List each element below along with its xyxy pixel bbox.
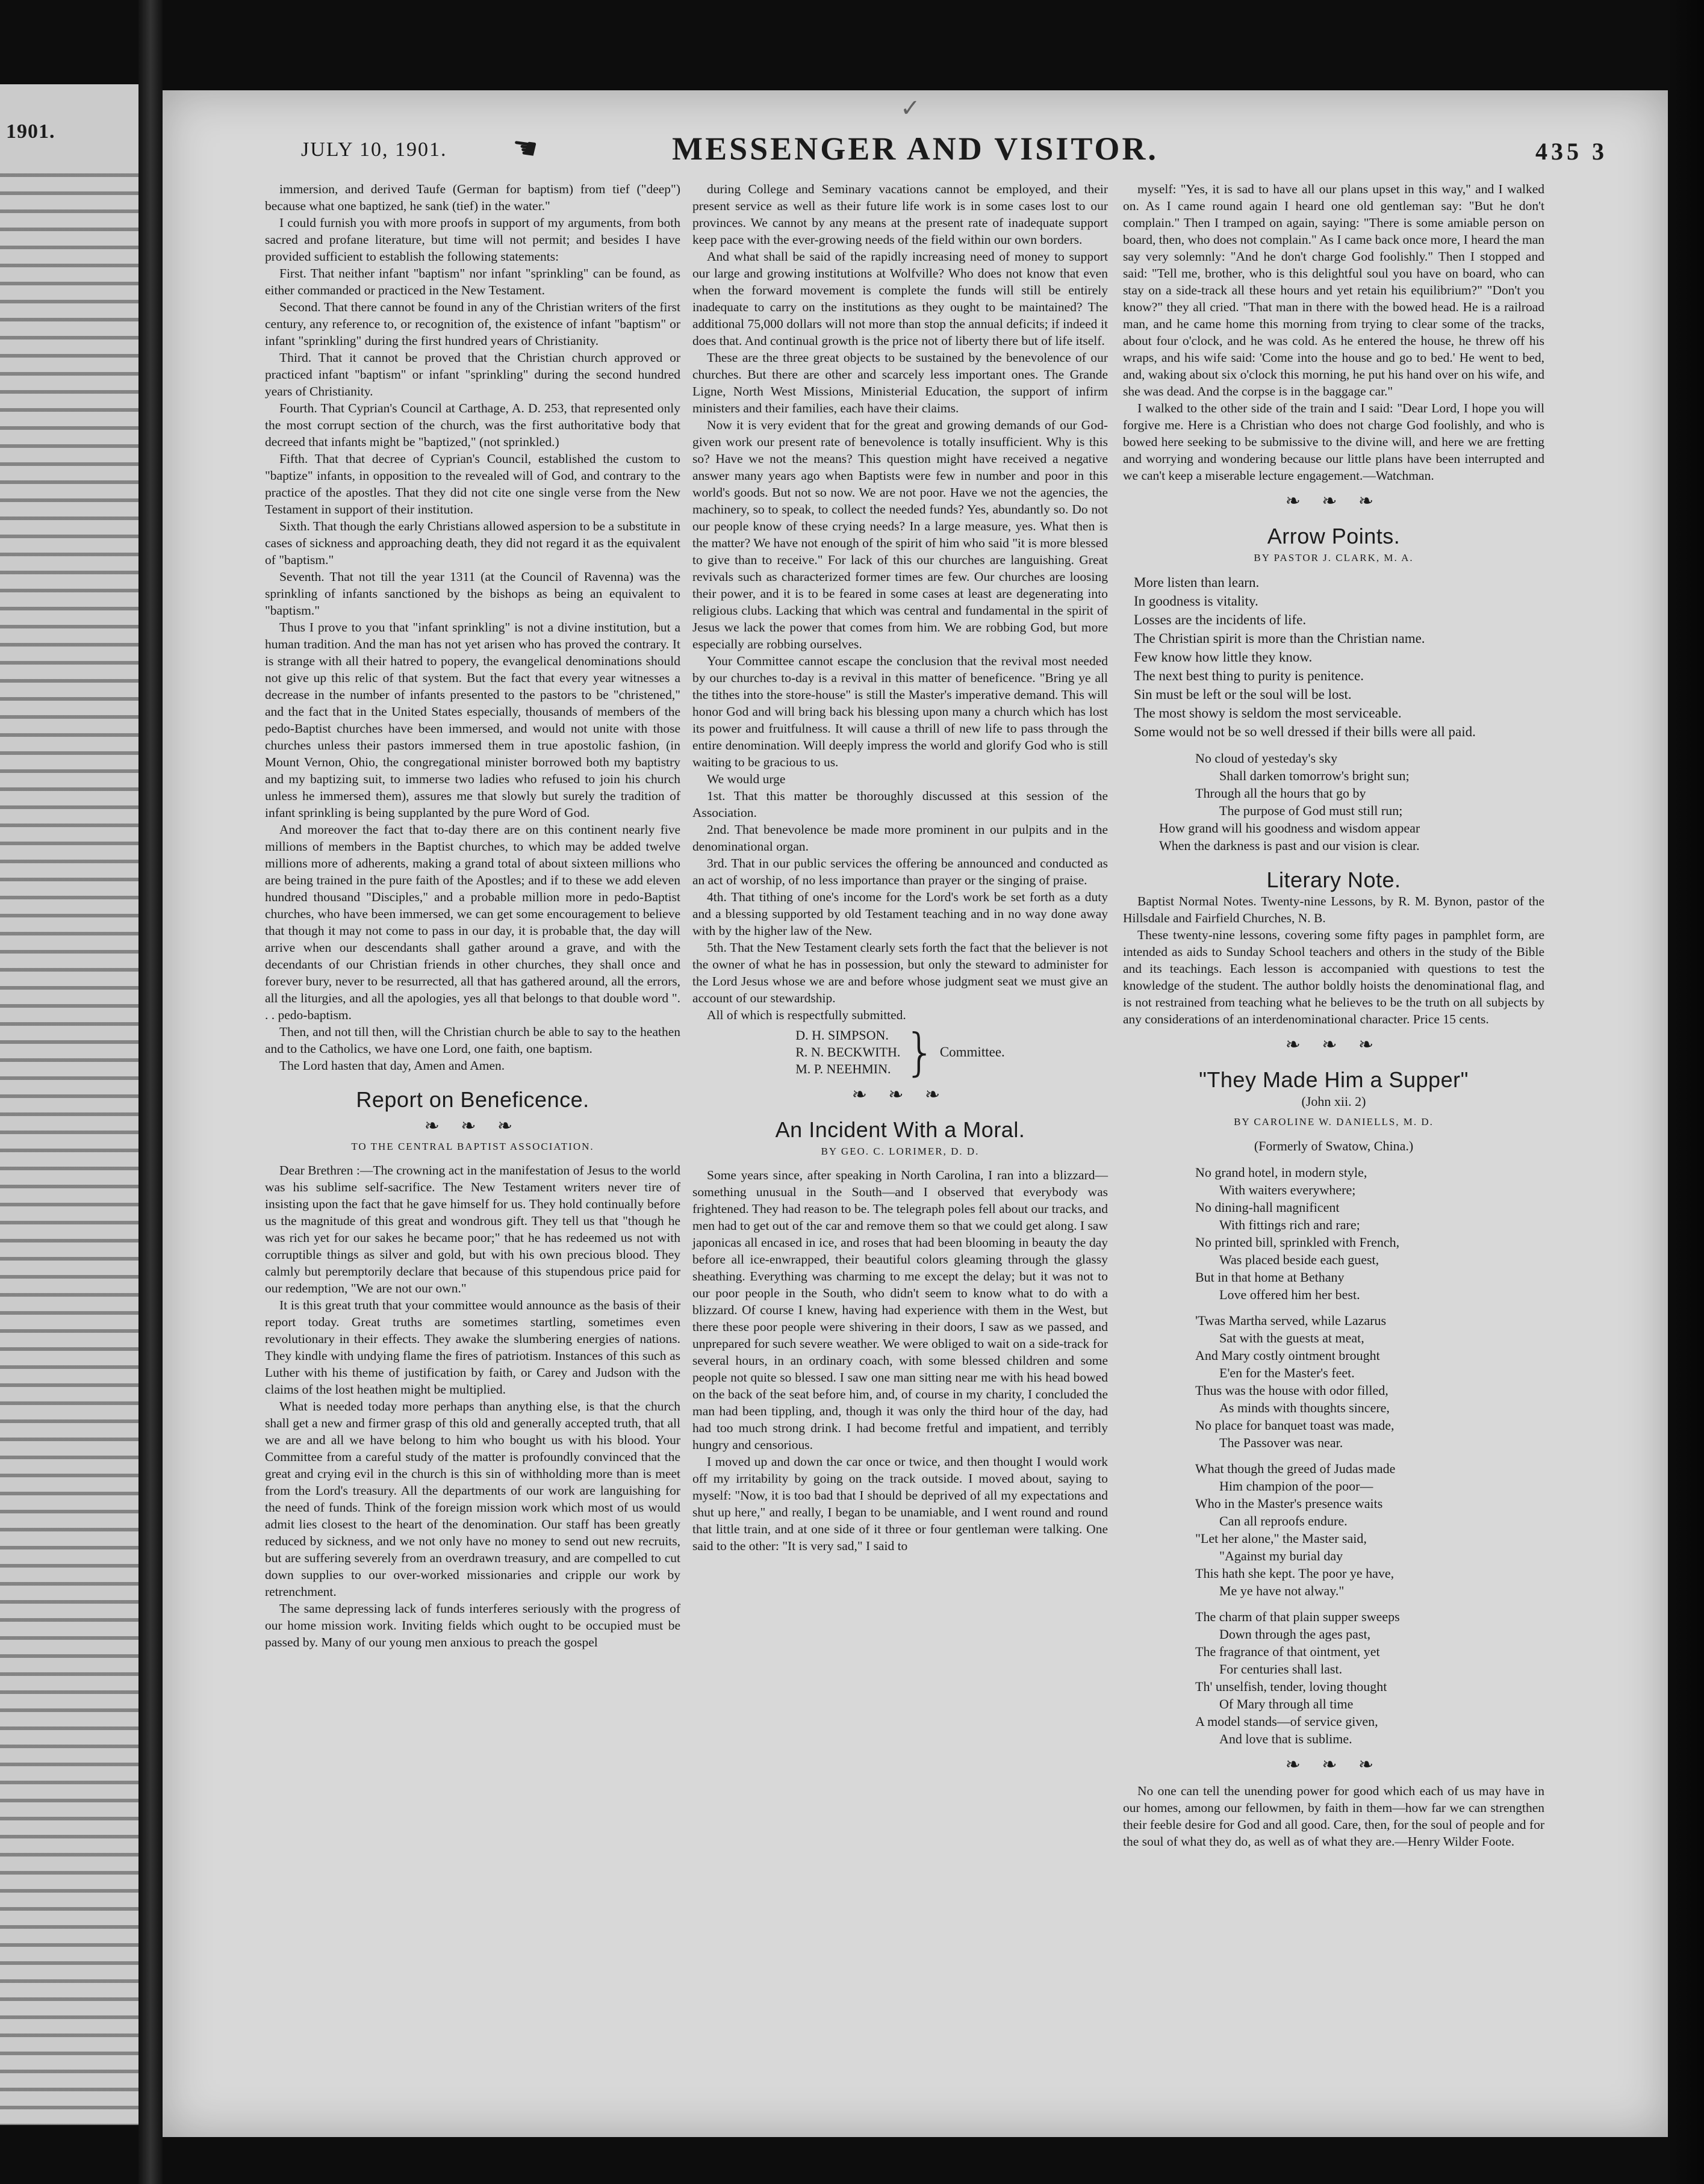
incident-body-continued [1123,181,1544,484]
verse-line: Down through the ages past, [1219,1627,1371,1642]
verse-line: E'en for the Master's feet. [1219,1365,1355,1380]
verse-line: Sat with the guests at meat, [1219,1330,1364,1345]
fleuron-icon: ❧ ❧ ❧ [424,1116,521,1136]
verse-line: "Let her alone," the Master said, [1195,1531,1367,1546]
verse-line: The Passover was near. [1219,1435,1343,1450]
committee-member: R. N. BECKWITH. [795,1044,901,1059]
paragraph: It is this great truth that your committee would announce as the basis of their report today. Great truths are sometimes startling, sometimes even revolutionary in their effects. They awake the slumbering energies of nations. They kindle with undying flame the fires of patriotism. Instances of this such as Luther with his theme of justification by faith, or Carey and Judson with the claims of the lost heathen might be multiplied. [265,1298,680,1397]
paragraph: We would urge [707,772,786,786]
verse-line: 'Twas Martha served, while Lazarus [1195,1313,1387,1328]
paragraph: 2nd. That benevolence be made more prominent in our pulpits and in the denominational organ. [692,822,1108,854]
list-item: The most showy is seldom the most serviceable. [1134,706,1402,721]
column-1 [265,181,680,1651]
verse-line: No grand hotel, in modern style, [1195,1165,1367,1180]
verse-line: When the darkness is past and our vision is clear. [1159,838,1420,853]
section-ornament [1123,1756,1544,1774]
committee-signature [692,1023,1108,1082]
verse-line: Of Mary through all time [1219,1696,1354,1711]
paragraph: These twenty-nine lessons, covering some fifty pages in pamphlet form, are intended as aids to Sunday School teachers and others in the study of the Bible and its teachings. Each lesson is accompanied with questions to test the knowledge of the student. The author boldly hoists the denominational flag, and is not restrained from teaching what he believes to be the truth on all subjects by any considerations of an interdenominational character. Price 15 cents. [1123,928,1544,1026]
verse-line: What though the greed of Judas made [1195,1461,1396,1476]
pointing-hand-icon: ☚ [509,131,540,166]
issue-date: JULY 10, 1901. [301,138,447,161]
paragraph: immersion, and derived Taufe (German for baptism) from tief ("deep") because what one baptized, he sank (tief) in the water." [265,182,680,213]
paragraph: Your Committee cannot escape the conclusion that the revival most needed by our churches to-day is a revival in this matter of beneficence. "Bring ye all the tithes into the store-house" is still the Master's imperative demand. This will honor God and will bring back his blessing upon many a church which has lost its power and fruitfulness. It will cause a thrill of new life to pass through the entire denomination. Will deeply impress the world and glorify God who is still waiting to be gracious to us. [692,654,1108,769]
list-item: Some would not be so well dressed if their bills were all paid. [1134,724,1476,739]
verse-line: With fittings rich and rare; [1219,1217,1360,1232]
baptism-article-continued [265,181,680,1074]
committee-member: D. H. SIMPSON. [795,1028,889,1043]
list-item: Sin must be left or the soul will be lost. [1134,687,1352,702]
verse-line: Through all the hours that go by [1195,786,1366,801]
verse-line: No dining-hall magnificent [1195,1200,1340,1215]
verse-line: Love offered him her best. [1219,1287,1360,1302]
paragraph: All of which is respectfully submitted. [707,1008,906,1022]
verse-line: A model stands—of service given, [1195,1714,1378,1729]
verse-line: For centuries shall last. [1219,1661,1343,1677]
list-item: In goodness is vitality. [1134,594,1258,609]
page-number: 435 3 [1535,138,1608,165]
section-ornament [1123,1036,1544,1054]
verse-line: The charm of that plain supper sweeps [1195,1609,1400,1624]
list-item: Losses are the incidents of life. [1134,612,1307,627]
paragraph: The Lord hasten that day, Amen and Amen. [279,1058,505,1073]
stanza-break [1195,1303,1544,1312]
paragraph: Now it is very evident that for the great and growing demands of our God-given work our present rate of benevolence is totally insufficient. Why is this so? Have we not the means? This question might have received a negative answer many years ago when Baptists were few in number and poor in this world's goods. But not so now. We are not poor. Have we not the agencies, the machinery, so to speak, to collect the needed funds? Yes, abundantly so. Do not our people know of these crying needs? In a large measure, yes. What then is the matter? We have not enough of the spirit of him who said "it is more blessed to give than to receive." For lack of this our churches are languishing. Great revivals such as characterized former times are few. Our churches are loosing their power, and it is to be feared in some cases at least are degenerating into religious clubs. Lacking that which was central and fundamental in the spirit of Jesus we lack the power that comes from him. We are robbing God, but more especially are robbing ourselves. [692,418,1108,651]
poem-author-note: (Formerly of Swatow, China.) [1254,1138,1414,1153]
verse-line: Was placed beside each guest, [1219,1252,1379,1267]
verse-line: The purpose of God must still run; [1219,803,1403,818]
list-item: Few know how little they know. [1134,650,1313,665]
verse-line: No place for banquet toast was made, [1195,1418,1395,1433]
verse-line: "Against my burial day [1219,1548,1343,1563]
poem-headline: "They Made Him a Supper" [1199,1067,1469,1092]
verse-line: And Mary costly ointment brought [1195,1348,1380,1363]
paragraph: First. That neither infant "baptism" nor infant "sprinkling" can be found, as either commanded or practiced in the New Testament. [265,266,680,297]
fleuron-icon: ❧ ❧ ❧ [1285,1035,1382,1055]
paragraph: during College and Seminary vacations cannot be employed, and their present service as well as their future life work is in some cases lost to our provinces. We cannot by any means at the present rate of inadequate support keep pace with the ever-growing needs of the field within our own borders. [692,182,1108,247]
ink-mark: ✓ [900,95,921,122]
literary-note-body [1123,893,1544,1028]
paragraph: 3rd. That in our public services the offering be announced and conducted as an act of worship, of no less importance than prayer or the singing of praise. [692,856,1108,887]
paragraph: I could furnish you with more proofs in support of my arguments, from both sacred and profane literature, but time will not permit; and besides I have provided sufficient to establish the following statements: [265,216,680,264]
paragraph: Some years since, after speaking in North Carolina, I ran into a blizzard—something unusual in the South—and I observed that everybody was frightened. They had reason to be. The telegraph poles fell about our tracks, and men had to get out of the car and remove them so that we could get along. I saw japonicas all encased in ice, and roses that had been blooming in beauty the day before all ice-enwrapped, their beautiful colors gleaming through the glassy sheathing. Everything was charming to me except the delay; but it was not to our poor people in the South, who didn't seem to know what to do with a blizzard. Of course I knew, having had experience with them in the West, but there these poor people were shivering in their doors, I saw as we passed, and unprepared for such severe weather. We were obliged to wait on a side-track for several hours, in an ordinary coach, with some blessed children and some people not quite so blessed. I saw one man sitting near me with his head bowed on the back of the seat before him, and, of course in my charity, I concluded the man had been tippling, and, though it was only the third hour of the day, had had too much strong drink. I had become fretful and impatient, and terribly hungry and censorious. [692,1168,1108,1452]
committee-member: M. P. NEEHMIN. [795,1061,891,1076]
fleuron-icon: ❧ ❧ ❧ [851,1085,949,1105]
arrow-points-headline: Arrow Points. [1267,524,1401,548]
list-item: The Christian spirit is more than the Christian name. [1134,631,1425,646]
fleuron-icon: ❧ ❧ ❧ [1285,1755,1382,1775]
paragraph: And what shall be said of the rapidly increasing need of money to support our large and growing institutions at Wolfville? Who does not know that even when the forward movement is complete the funds will still be entirely inadequate to carry on the institutions as they ought to be maintained? The additional 75,000 dollars will not more than stop the annual deficits; if indeed it does that. And continual growth is the price not of liberty there but of life itself. [692,249,1108,348]
fleuron-icon: ❧ ❧ ❧ [1285,491,1382,511]
paragraph: 1st. That this matter be thoroughly discussed at this session of the Association. [692,789,1108,820]
scan-edge-shadow [1668,0,1704,2184]
paragraph: Dear Brethren :—The crowning act in the manifestation of Jesus to the world was his sublime self-sacrifice. The New Testament writers never tire of insisting upon the fact that he gave himself for us. They hold continually before us the magnitude of this great and wondrous gift. They tell us that "though he was rich yet for our sakes he became poor;" that he has redeemed us not with corruptible things as silver and gold, but with his own precious blood. They calmly but peremptorily declare that because of this stupendous price paid for our redemption, "We are not our own." [265,1163,680,1295]
verse-line: No cloud of yesteday's sky [1195,751,1338,766]
paragraph: Fourth. That Cyprian's Council at Carthage, A. D. 253, that represented only the most corrupt section of the church, was the first authoritative body that decreed that infants might be "baptized," (not sprinkled.) [265,401,680,449]
verse-line: No printed bill, sprinkled with French, [1195,1235,1400,1250]
list-item: The next best thing to purity is penitence. [1134,668,1364,683]
paragraph: Thus I prove to you that "infant sprinkling" is not a divine institution, but a human tradition. And the man has not yet arisen who has proved the contrary. It is strange with all their hatred to popery, the evangelical denominations should not give up this relic of that system. But the fact that every year witnesses a decrease in the number of infants presented to the pastors to be "christened," and the fact that in the United States especially, thousands of members of the pedo-Baptist churches have been immersed, and would not unite with those churches unless their pastors immersed them in true apostolic fashion, (in Mount Vernon, Ohio, the congregational minister borrowed both my baptistry and my baptizing suit, to immerse two ladies who refused to join his church unless he immersed them), assures me that slowly but surely the tradition of infant sprinkling is being supplanted by the pure Word of God. [265,620,680,820]
paragraph: Fifth. That that decree of Cyprian's Council, established the custom to "baptize" infants, in opposition to the revealed will of God, and contrary to the practice of the apostles. That they did not cite one single verse from the New Testament in support of their institution. [265,451,680,517]
report-body [265,1162,680,1651]
column-2 [692,181,1108,1554]
column-3 [1123,181,1544,1850]
newspaper-title: MESSENGER AND VISITOR. [672,131,1158,167]
committee-names [795,1027,900,1078]
brace-icon: } [904,1023,936,1082]
report-body-continued [692,181,1108,1023]
verse-line: And love that is sublime. [1219,1731,1352,1746]
verse-line: Him champion of the poor— [1219,1478,1373,1494]
arrow-points-verse [1123,749,1544,854]
verse-line: The fragrance of that ointment, yet [1195,1644,1380,1659]
verse-line: This hath she kept. The poor ye have, [1195,1566,1395,1581]
masthead [163,126,1668,175]
report-headline: Report on Beneficence. [356,1087,589,1112]
verse-line: As minds with thoughts sincere, [1219,1400,1390,1415]
literary-note-headline: Literary Note. [1266,867,1401,892]
incident-byline: BY GEO. C. LORIMER, D. D. [821,1146,980,1157]
closing-paragraph: No one can tell the unending power for good which each of us may have in our homes, among our fellowmen, by faith in them—how far we can strengthen their feeble desire for God and all good. Care, then, for the soul of people and for the soul of what they do, as well as of what they are.—Henry Wilder Foote. [1123,1784,1544,1849]
list-item: More listen than learn. [1134,575,1260,590]
paragraph: Sixth. That though the early Christians allowed aspersion to be a substitute in cases of sickness and approaching death, they did not regard it as the equivalent of "baptism." [265,519,680,567]
verse-line: Th' unselfish, tender, loving thought [1195,1679,1387,1694]
paragraph: 4th. That tithing of one's income for the Lord's work be set forth as a duty and a blessing supported by old Testament teaching and in no way done away with by the higher law of the New. [692,890,1108,938]
poem-body [1123,1164,1544,1748]
section-ornament [265,1117,680,1135]
paragraph: Baptist Normal Notes. Twenty-nine Lessons, by R. M. Bynon, pastor of the Hillsdale and Fairfield Churches, N. B. [1123,894,1544,925]
section-ornament [1123,492,1544,510]
committee-label: Committee. [939,1044,1005,1059]
stanza-break [1195,1599,1544,1608]
verse-line: Thus was the house with odor filled, [1195,1383,1388,1398]
paragraph: I walked to the other side of the train and I said: "Dear Lord, I hope you will forgive me. Here is a Christian who does not charge God foolishly, and who is bowed here seeking to be submissive to the divine will, and here we are fretting and worrying and wondering because our little plans have been interrupted and we can't keep a miserable lecture engagement.—Watchman. [1123,401,1544,483]
previous-page-text-block [0,163,138,2125]
previous-page-fragment [0,84,138,2125]
arrow-points-byline: BY PASTOR J. CLARK, M. A. [1254,552,1414,563]
paragraph: These are the three great objects to be sustained by the benevolence of our churches. But there are other and scarcely less important ones. The Grande Ligne, North West Missions, Ministerial Education, the support of infirm ministers and their families, each have their claims. [692,350,1108,415]
report-addressee: TO THE CENTRAL BAPTIST ASSOCIATION. [351,1141,594,1152]
paragraph: Second. That there cannot be found in any of the Christian writers of the first century, any reference to, or recognition of, the existence of infant "baptism" or infant "sprinkling" during the first hundred years of Christianity. [265,300,680,348]
previous-page-header: 1901. [6,120,55,143]
verse-line: Shall darken tomorrow's bright sun; [1219,768,1410,783]
incident-headline: An Incident With a Moral. [775,1117,1025,1142]
paragraph: 5th. That the New Testament clearly sets forth the fact that the believer is not the owner of what he has in possession, but only the steward to administer for the Lord Jesus whose we are and before whose judgment seat we must give an account of our stewardship. [692,940,1108,1005]
paragraph: Then, and not till then, will the Christian church be able to say to the heathen and to the Catholics, we have one Lord, one faith, one baptism. [265,1025,680,1056]
verse-line: Me ye have not alway." [1219,1583,1345,1598]
binding-gutter [138,0,163,2184]
newspaper-page [163,90,1668,2137]
paragraph: The same depressing lack of funds interferes seriously with the progress of our home mission work. Inviting fields which ought to be occupied must be passed by. Many of our young men anxious to preach the gospel [265,1601,680,1649]
paragraph: myself: "Yes, it is sad to have all our plans upset in this way," and I walked on. As I came round again I heard one old gentleman say: "But he don't complain." Then I tramped on again, saying: "There is some amiable person on board, then, who does not complain." As I came back once more, I heard the man say very solemnly: "And he don't charge God foolishly." Then I stopped and said: "Tell me, brother, who is this delightful soul you have on board, who can stay on a side-track all these hours and yet retain his equilibrium?" "Don't you know?" they all cried. "That man in there with the bowed head. He is a railroad man, and he came home this morning from trying to clear some of the tracks, about four o'clock, and he was cold. As he entered the house, he threw off his wraps, and his wife said: 'Come into the house and go to bed.' He went to bed, and, waking about six o'clock this morning, he put his hand over on his wife, and she was dead. And the corpse is in the baggage car." [1123,182,1544,399]
aphorism-list [1123,573,1544,741]
verse-line: Can all reproofs endure. [1219,1513,1348,1528]
paragraph: Third. That it cannot be proved that the Christian church approved or practiced infant "baptism" or infant "sprinkling" during the second hundred years of Christianity. [265,350,680,399]
verse-line: Who in the Master's presence waits [1195,1496,1383,1511]
paragraph: I moved up and down the car once or twice, and then thought I would work off my irritability by going on the track outside. I moved about, saying to myself: "Now, it is too bad that I should be deprived of all my expectations and shut up here," and really, I began to be unamiable, and I went round and round that little train, and at one side of it three or four gentleman were talking. One said to the other: "It is very sad," I said to [692,1454,1108,1553]
verse-line: With waiters everywhere; [1219,1182,1356,1197]
paragraph: What is needed today more perhaps than anything else, is that the church shall get a new and firmer grasp of this old and generally accepted truth, that all we are and all we have belong to him who bought us with his blood. Your Committee from a careful study of the matter is profoundly convinced that the great and crying evil in the church is this sin of withholding more than is meet from the Lord's treasury. All the departments of our work are languishing for the need of funds. Think of the foreign mission work which most of us would admit lies closest to the heart of the denomination. Our staff has been greatly reduced by sickness, and we not only have no money to send out new recruits, but are suffering severely from an overdrawn treasury, and are compelled to cut down supplies to our over-worked missionaries and cripple our work by retrenchment. [265,1399,680,1599]
verse-line: But in that home at Bethany [1195,1270,1345,1285]
poem-scripture-reference: (John xii. 2) [1301,1094,1366,1109]
incident-body [692,1167,1108,1554]
poem-byline: BY CAROLINE W. DANIELLS, M. D. [1234,1116,1434,1128]
section-ornament [692,1086,1108,1104]
paragraph: Seventh. That not till the year 1311 (at the Council of Ravenna) was the sprinkling of infants sanctioned by the bishops as being an equivalent to "baptism." [265,569,680,618]
verse-line: How grand will his goodness and wisdom appear [1159,821,1420,836]
stanza-break [1195,1451,1544,1460]
paragraph: And moreover the fact that to-day there are on this continent nearly five millions of members in the Baptist churches, to which may be added twelve millions more of adherents, making a grand total of about sixteen millions who are being trained in the pure faith of the Apostles; and if to these we add eleven hundred thousand "Disciples," and a probable million more in pedo-Baptist churches, who have been immersed, we can get some encouragement to believe that though it may not come to pass in our day, it is probable that, the day will arrive when our descendants shall gather around a grave, and with the decendants of our Christian friends in other churches, they shall once and forever bury, never to be resurrected, all that has gathered around, all the errors, all the liturgies, and all the apologies, yes all that belongs to that double word ". . . pedo-baptism. [265,822,680,1022]
